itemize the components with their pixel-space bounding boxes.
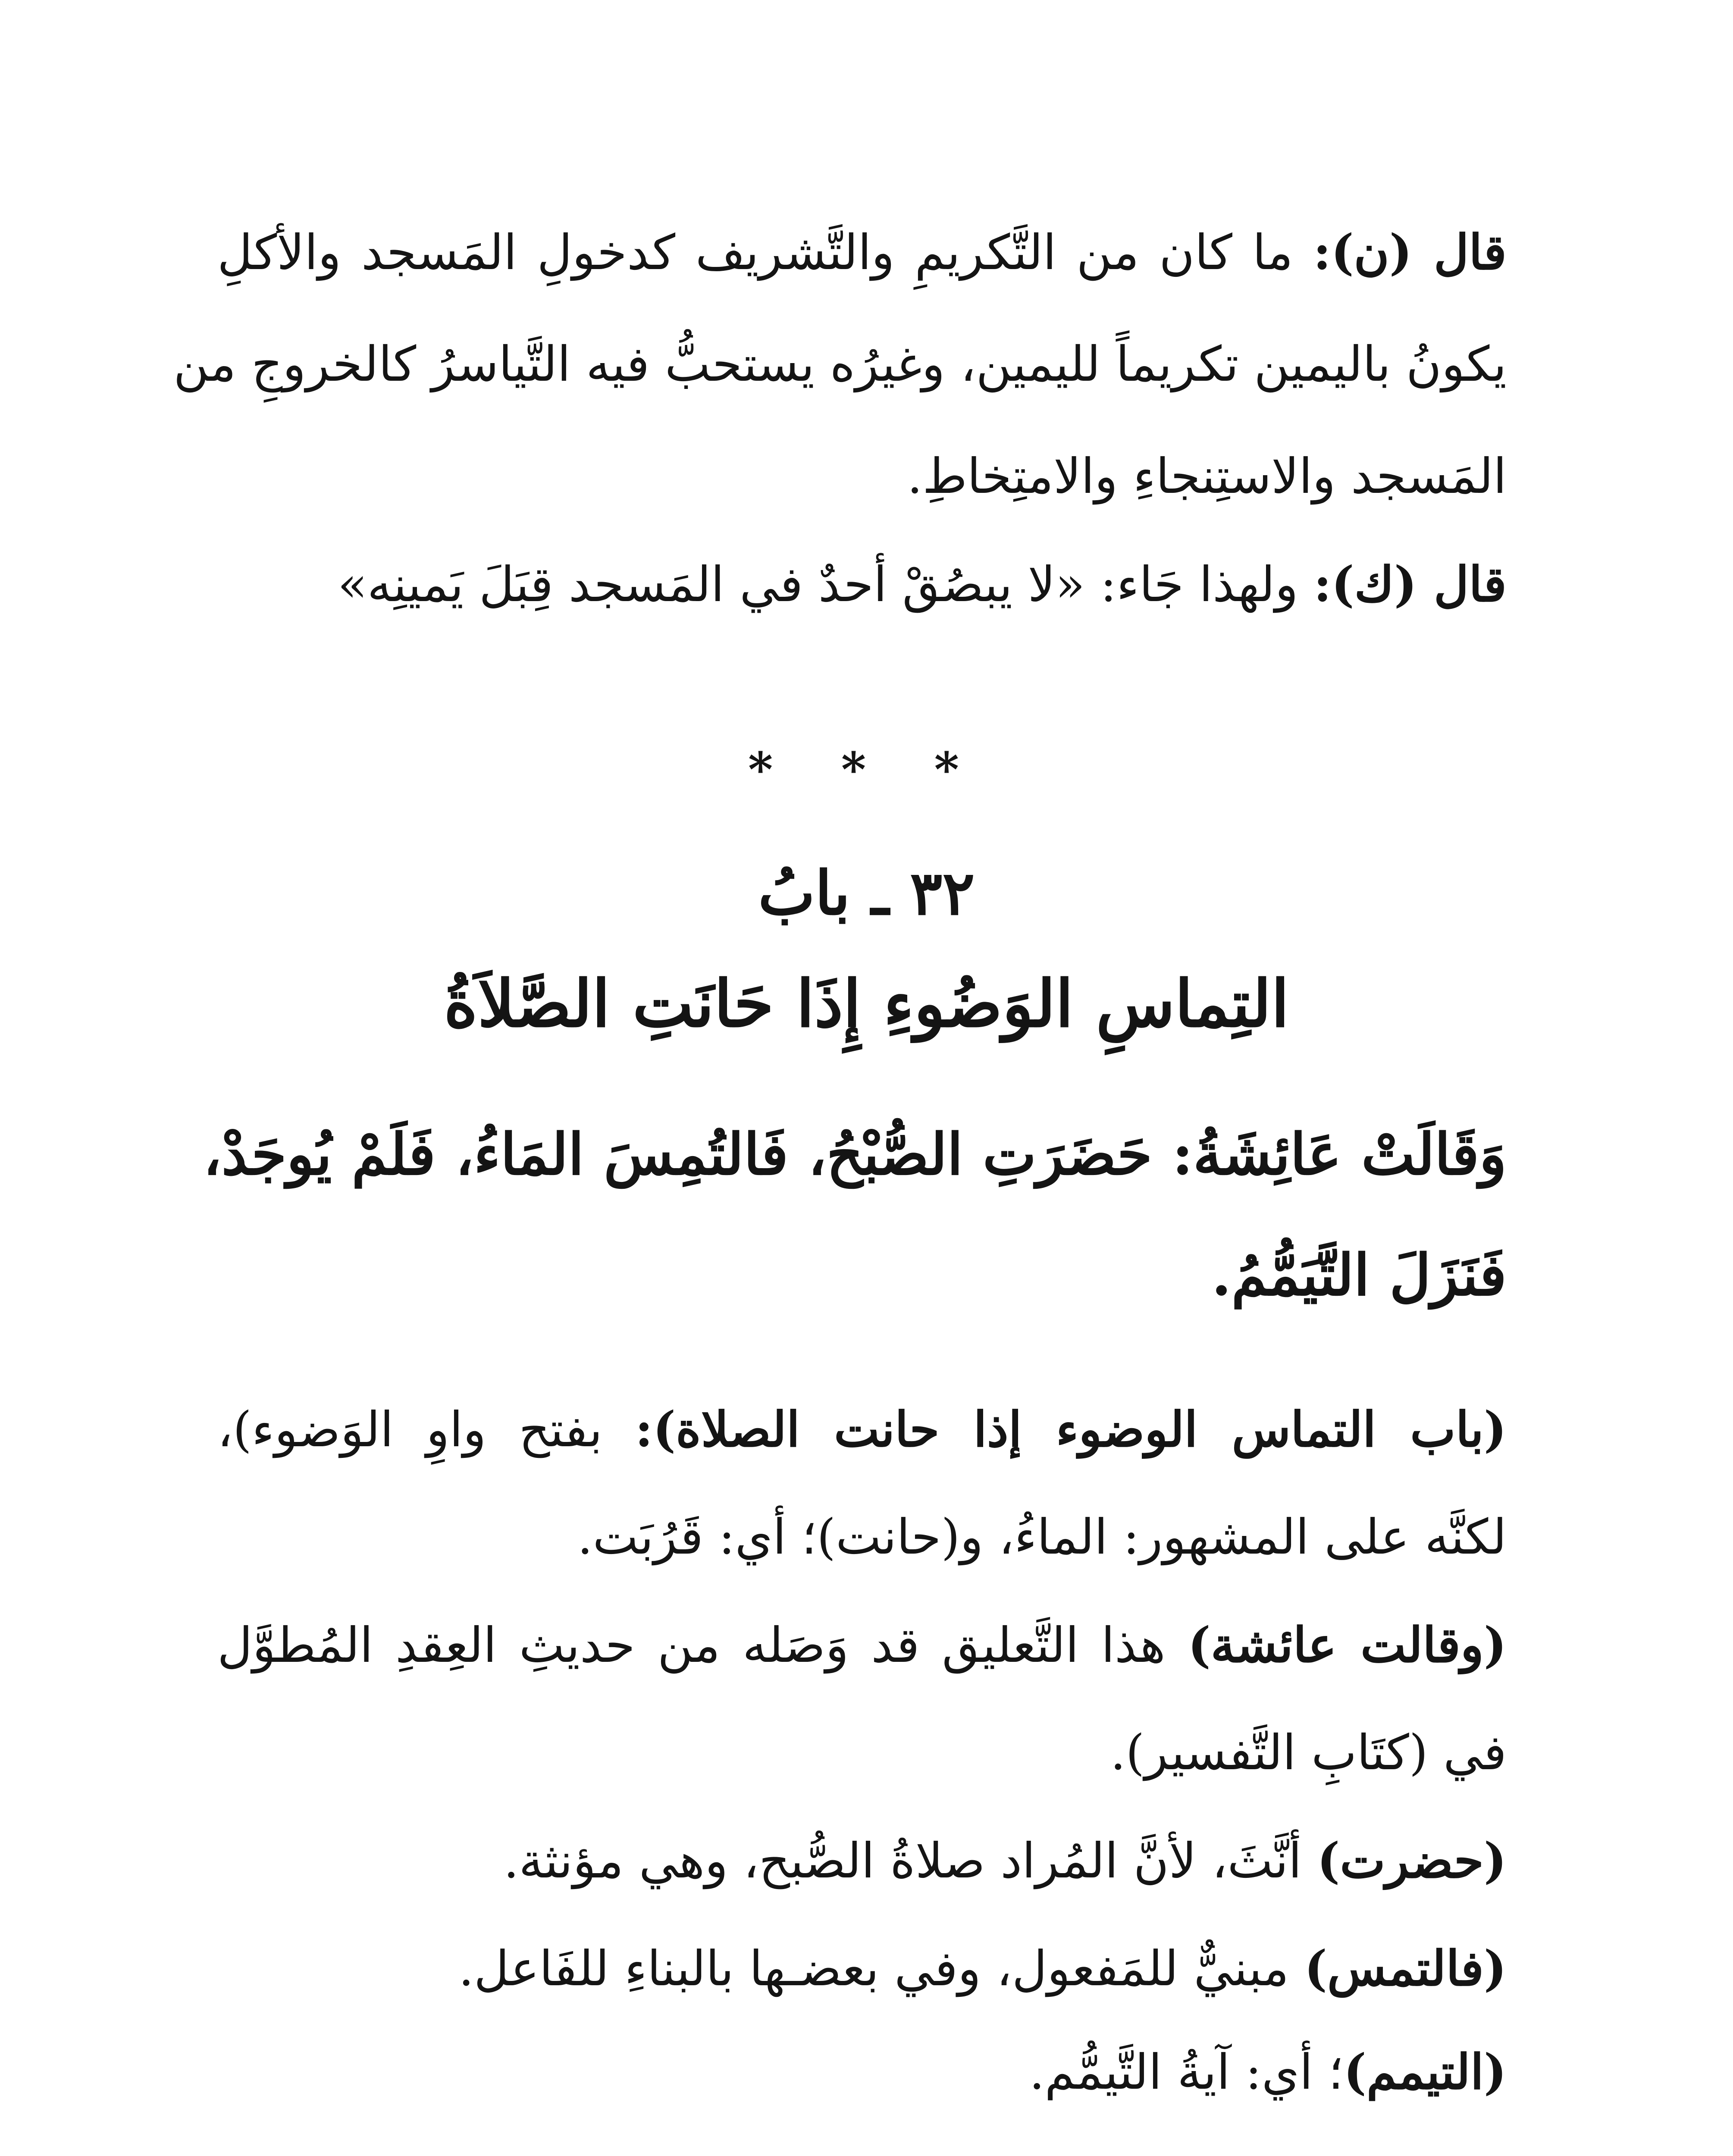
commentary4-label: (فالتمس)	[1304, 1940, 1507, 1997]
para2-line	[217, 556, 1507, 613]
para1-label: قال (ن):	[1313, 224, 1507, 281]
commentary1-line2: لكنَّه على المشهور: الماءُ، و(حانت)؛ أي: قَرُبَت.	[577, 1509, 1507, 1565]
para2-label: قال (ك):	[1313, 556, 1507, 613]
commentary3-text: أنَّثَ، لأنَّ المُراد صلاةُ الصُّبح، وهي مؤنثة.	[503, 1833, 1317, 1889]
para2-text: ولهذا جَاء: «لا يبصُقْ أحدٌ في المَسجد قِبَلَ يَمينِه»	[338, 557, 1314, 613]
commentary5-label: (التيمم)	[1343, 2044, 1507, 2100]
commentary1-line1-text: بفتح واوِ الوَضوء)،	[217, 1402, 635, 1458]
chapter-number-title: ٣٢ ـ بابُ	[758, 858, 975, 929]
commentary1-label: (باب التماس الوضوء إذا حانت الصلاة):	[635, 1401, 1507, 1458]
para1-line2: يكونُ باليمين تكريماً لليمين، وغيرُه يستحبُّ فيه التَّياسرُ كالخروجِ من	[173, 336, 1507, 392]
hadith-line1: وَقَالَتْ عَائِشَةُ: حَضَرَتِ الصُّبْحُ، فَالتُمِسَ المَاءُ، فَلَمْ يُوجَدْ،	[203, 1121, 1507, 1188]
chapter-title: التِماسِ الوَضُوءِ إِذَا حَانَتِ الصَّلاَةُ	[444, 966, 1289, 1042]
commentary2-line2: في (كتَابِ التَّفسير).	[1110, 1725, 1507, 1781]
commentary3-label: (حضرت)	[1317, 1833, 1507, 1889]
commentary2-label: (وقالت عائشة)	[1188, 1617, 1507, 1673]
para1-line3: المَسجد والاستِنجاءِ والامتِخاطِ.	[907, 448, 1507, 505]
commentary1-line1	[217, 1401, 1507, 1458]
hadith-line2: فَنَزَلَ التَّيَمُّمُ.	[1211, 1242, 1507, 1309]
commentary4-line	[217, 1940, 1507, 1997]
para1-line1	[217, 224, 1507, 281]
commentary3-line	[217, 1833, 1507, 1889]
commentary4-text: مبنيٌّ للمَفعول، وفي بعضـها بالبناءِ للفَاعل.	[458, 1941, 1304, 1997]
commentary2-line1	[217, 1617, 1507, 1673]
commentary2-line1-text: هذا التَّعليق قد وَصَله من حديثِ العِقدِ المُطوَّل	[217, 1617, 1188, 1673]
commentary5-text: ؛ أي: آيةُ التَّيمُّم.	[1029, 2044, 1344, 2100]
commentary5-line	[217, 2044, 1507, 2100]
separator-top: * * *	[748, 742, 985, 797]
para1-line1-text: ما كان من التَّكريمِ والتَّشريف كدخولِ المَسجد والأكلِ	[217, 225, 1313, 281]
